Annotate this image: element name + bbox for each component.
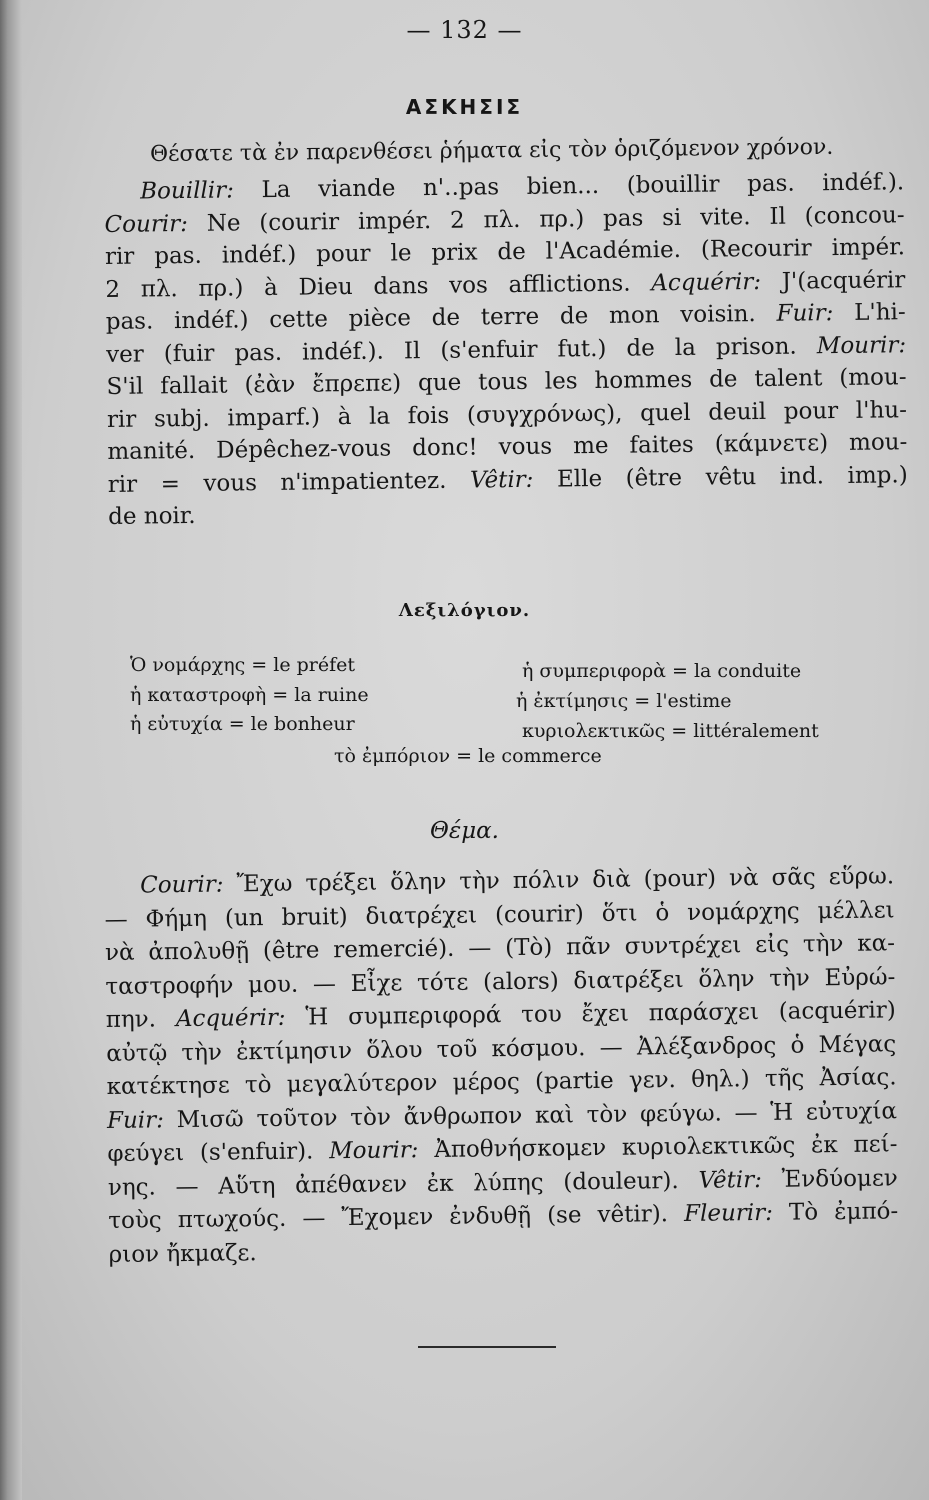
vocabulary-entry: τὸ ἐμπόριον = le commerce [334,745,602,767]
line-text: Τὸ ἐμπό- [772,1198,899,1226]
verb-label: Fuir: [106,1106,165,1134]
vocabulary-entry: ἡ καταστροφὴ = la ruine [130,684,369,706]
exercise-instruction: Θέσατε τὰ ἐν παρενθέσει ῥήματα εἰς τὸν ὁριζόμενον χρόνον. [149,134,834,167]
verb-label: Fleurir: [683,1199,774,1227]
line-text: ver (fuir pas. indéf.). Il (s'enfuir fut.) de la prison. [106,332,817,368]
section-heading: ΑΣΚΗΣΙΣ [405,95,524,119]
line-text: τοὺς πτωχούς. — Ἔχομεν ἐνδυθῇ (se vêtir). [108,1200,685,1234]
line-text: L'hi- [833,299,906,327]
page-binding-shadow [0,0,22,1500]
verb-label: Mourir: [816,331,907,359]
line-text: νης. — Αὕτη ἀπέθανεν ἐκ λύπης (douleur). [107,1167,699,1201]
text-line: αὐτῷ τὴν ἐκτίμησιν ὅλου τοῦ κόσμου. — Ἀλέξανδρος ὁ Μέγας [106,1030,897,1067]
text-line: — Φήμη (un bruit) διατρέχει (courir) ὅτι ὁ νομάρχης μέλλει [104,896,895,933]
text-line: ταστροφήν μου. — Εἶχε τότε (alors) διατρέξει ὅλην τὴν Εὐρώ- [105,963,896,1000]
line-text: Ne (courir impér. 2 πλ. πρ.) pas si vite. Il (concou- [187,201,905,237]
verb-label: Courir: [104,210,189,238]
line-text: φεύγει (s'enfuir). [107,1138,330,1167]
exercise-paragraph [104,166,908,533]
thema-title: Θέμα. [430,818,499,844]
text-line: rir pas. indéf.) pour le prix de l'Académie. (Recourir impér. [104,234,906,270]
verb-label: Acquérir: [651,268,762,296]
vocabulary-entry: ἡ ἐκτίμησις = l'estime [516,690,732,712]
verb-label: Acquérir: [175,1004,286,1033]
text-line: νὰ ἀπολυθῇ (être remercié). — (Τὸ) πᾶν συντρέχει εἰς τὴν κα- [104,930,896,966]
line-text: J'(acquérir [760,266,906,295]
page-number: — 132 — [406,16,523,44]
verb-label: Fuir: [776,300,834,327]
line-text: Elle (être vêtu ind. imp.) [533,461,908,493]
end-rule-divider [418,1346,556,1348]
line-text: pas. indéf.) cette pièce de terre de mon voisin. [105,300,777,335]
verb-label: Vêtir: [698,1166,763,1194]
text-line: κατέκτησε τὸ μεγαλύτερον μέρος (partie γεν. θηλ.) τῆς Ἀσίας. [106,1064,897,1100]
verb-label: Courir: [140,871,224,899]
text-line: de noir. [108,502,196,530]
line-text: La viande n'..pas bien... (bouillir pas. indéf.). [233,169,905,204]
vocabulary-title: Λεξιλόγιον. [398,600,531,621]
verb-label: Mourir: [329,1137,419,1165]
line-text: rir = vous n'impatientez. [107,467,471,498]
vocabulary-entry: ἡ εὐτυχία = le bonheur [130,713,355,735]
thema-paragraph [104,860,899,1272]
text-line: S'il fallait (ἐὰν ἔπρεπε) que tous les hommes de talent (mou- [106,364,907,400]
line-text: Ἀποθνήσκομεν κυριολεκτικῶς ἐκ πεί- [418,1131,898,1164]
vocabulary-entry: ἡ συμπεριφορὰ = la conduite [522,660,802,682]
line-text: Ἔχω τρέξει ὅλην τὴν πόλιν διὰ (pour) νὰ σᾶς εὕρω. [223,863,895,898]
line-text: πην. [105,1006,177,1033]
text-line: manité. Dépêchez-vous donc! vous me faites (κάμνετε) mou- [107,429,908,465]
line-text: Ἡ συμπεριφορά του ἔχει παράσχει (acquérir) [285,997,896,1031]
vocabulary-entry: κυριολεκτικῶς = littéralement [522,720,819,742]
text-line: ριον ἤκμαζε. [108,1239,257,1268]
line-text: 2 πλ. πρ.) à Dieu dans vos afflictions. [105,269,652,303]
vocabulary-entry: Ὁ νομάρχης = le préfet [130,654,356,676]
line-text: Ἐνδύομεν [761,1164,898,1193]
text-line: rir subj. imparf.) à la fois (συγχρόνως), quel deuil pour l'hu- [106,396,908,433]
verb-label: Bouillir: [140,177,235,205]
verb-label: Vêtir: [469,466,534,494]
line-text: Μισῶ τοῦτον τὸν ἄνθρωπον καὶ τὸν φεύγω. — Ἡ εὐτυχία [163,1097,898,1133]
